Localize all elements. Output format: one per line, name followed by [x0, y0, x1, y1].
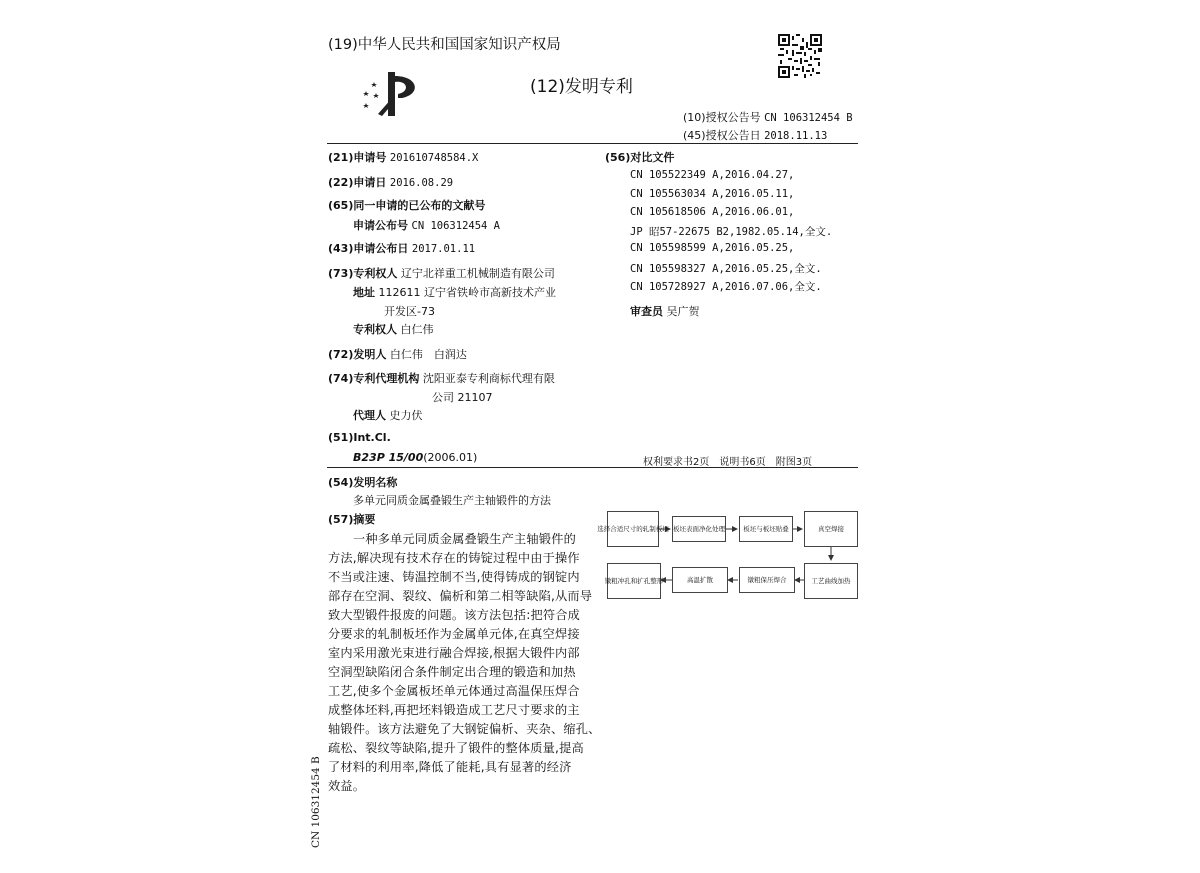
examiner-label: 审查员: [630, 305, 663, 318]
prior-pub-no-value: CN 106312454 A: [411, 220, 501, 232]
flow-step-diffusion: 高温扩散: [672, 567, 728, 593]
second-patentee: [353, 321, 434, 337]
inventor-label: (72)发明人: [328, 348, 387, 361]
flow-step-vacuum-weld: 真空焊接: [804, 511, 858, 547]
patent-agency: [328, 370, 555, 386]
grant-pub-date-label: (45)授权公告日: [683, 129, 761, 142]
examiner: [630, 303, 700, 319]
abstract-line: 工艺,使多个金属板坯单元体通过高温保压焊合: [328, 684, 580, 698]
inventors: [328, 346, 467, 362]
abstract-line: 分要求的轧制板坯作为金属单元体,在真空焊接: [328, 627, 580, 641]
pub-date-value: 2017.01.11: [411, 243, 476, 255]
flow-step-stack-slabs: 板坯与板坯贴叠: [739, 516, 793, 542]
app-no-label: (21)申请号: [328, 151, 387, 164]
prior-publication-heading: (65)同一申请的已公布的文献号: [328, 199, 486, 212]
int-cl-label: (51)Int.Cl.: [328, 431, 391, 444]
document-type: (12)发明专利: [530, 77, 633, 97]
patentee-value: 辽宁北祥重工机械制造有限公司: [400, 267, 555, 280]
abstract-line: 效益。: [328, 779, 366, 793]
address-value-line-2: 开发区-73: [384, 305, 435, 318]
reference-item: CN 105618506 A,2016.06.01,: [630, 206, 795, 218]
abstract-line: 成整体坯料,再把坯料锻造成工艺尺寸要求的主: [328, 703, 580, 717]
reference-item: CN 105598599 A,2016.05.25,: [630, 242, 795, 254]
abstract-line: 方法,解决现有技术存在的铸锭过程中由于操作: [328, 551, 580, 565]
flow-step-pressure-weld: 镦粗保压焊合: [739, 567, 795, 593]
invention-title: 多单元同质金属叠锻生产主轴锻件的方法: [353, 494, 551, 507]
process-flowchart: [597, 505, 860, 613]
biblio-divider: [327, 467, 858, 468]
application-date: [328, 174, 453, 190]
abstract-line: 致大型锻件报废的问题。该方法包括:把符合成: [328, 608, 581, 622]
int-cl-classification: [353, 451, 477, 464]
grant-pub-date: [683, 127, 827, 143]
prior-pub-no-label: 申请公布号: [353, 219, 408, 232]
abstract-line: 轴锻件。该方法避免了大钢锭偏析、夹杂、缩孔、: [328, 722, 601, 736]
grant-pub-date-value: 2018.11.13: [764, 130, 828, 142]
agency-label: (74)专利代理机构: [328, 372, 420, 385]
agency-value-line-2: 公司 21107: [432, 391, 493, 404]
address-value-line-1: 112611 辽宁省铁岭市高新技术产业: [378, 286, 556, 299]
agent-label: 代理人: [353, 409, 386, 422]
reference-item: CN 105563034 A,2016.05.11,: [630, 188, 795, 200]
pub-date-label: (43)申请公布日: [328, 242, 409, 255]
patentee-label: (73)专利权人: [328, 267, 398, 280]
abstract-line: 一种多单元同质金属叠锻生产主轴锻件的: [353, 532, 576, 546]
page-counts: 权利要求书2页 说明书6页 附图3页: [643, 457, 813, 468]
abstract-line: 疏松、裂纹等缺陷,提升了锻件的整体质量,提高: [328, 741, 584, 755]
reference-item: CN 105728927 A,2016.07.06,全文.: [630, 281, 822, 293]
abstract-line: 室内采用激光束进行融合焊接,根据大锻件内部: [328, 646, 580, 660]
reference-item: CN 105522349 A,2016.04.27,: [630, 169, 795, 181]
side-publication-number: CN 106312454 B: [310, 756, 322, 848]
examiner-value: 吴广贺: [666, 305, 700, 318]
reference-item: JP 昭57-22675 B2,1982.05.14,全文.: [630, 226, 833, 238]
abstract-line: 了材料的利用率,降低了能耗,具有显著的经济: [328, 760, 572, 774]
agent: [353, 407, 423, 423]
grant-pub-no-label: (10)授权公告号: [683, 111, 761, 124]
cnipa-logo-icon: [358, 68, 428, 124]
inventor-value: 白仁伟 白润达: [389, 348, 467, 361]
app-date-value: 2016.08.29: [389, 177, 454, 189]
app-no-value: 201610748584.X: [389, 152, 479, 164]
int-cl-code: B23P 15/00: [353, 451, 424, 464]
app-date-label: (22)申请日: [328, 176, 387, 189]
title-label: (54)发明名称: [328, 476, 398, 489]
issuing-authority: (19)中华人民共和国国家知识产权局: [328, 37, 561, 53]
patentee: [328, 265, 555, 281]
grant-pub-no: [683, 109, 853, 125]
address-label: 地址: [353, 286, 375, 299]
address: [353, 284, 556, 300]
flow-step-heating: 工艺曲线加热: [804, 563, 858, 599]
abstract-label: (57)摘要: [328, 513, 376, 526]
int-cl-date: (2006.01): [423, 451, 478, 464]
flow-step-select-slab: 选择合适尺寸的轧制板坯: [607, 511, 659, 547]
patentee2-label: 专利权人: [353, 323, 397, 336]
reference-item: CN 105598327 A,2016.05.25,全文.: [630, 263, 822, 275]
references-heading: (56)对比文件: [605, 151, 675, 164]
patentee2-value: 白仁伟: [400, 323, 434, 336]
flow-step-surface-clean: 板坯表面净化处理: [672, 516, 726, 542]
application-number: [328, 149, 478, 165]
application-publication-date: [328, 240, 475, 256]
qr-code-icon: [778, 34, 822, 82]
flow-step-upset-punch: 镦粗冲孔和扩孔整形: [607, 563, 661, 599]
agency-value-line-1: 沈阳亚泰专利商标代理有限: [422, 372, 555, 385]
header-divider: [327, 143, 858, 144]
abstract-line: 空洞型缺陷闭合条件制定出合理的锻造和加热: [328, 665, 576, 679]
prior-publication-number: [353, 217, 500, 233]
grant-pub-no-value: CN 106312454 B: [764, 112, 853, 124]
abstract-line: 不当或注速、铸温控制不当,使得铸成的钢锭内: [328, 570, 580, 584]
abstract-line: 部存在空洞、裂纹、偏析和第二相等缺陷,从而导: [328, 589, 593, 603]
agent-value: 史力伏: [389, 409, 423, 422]
